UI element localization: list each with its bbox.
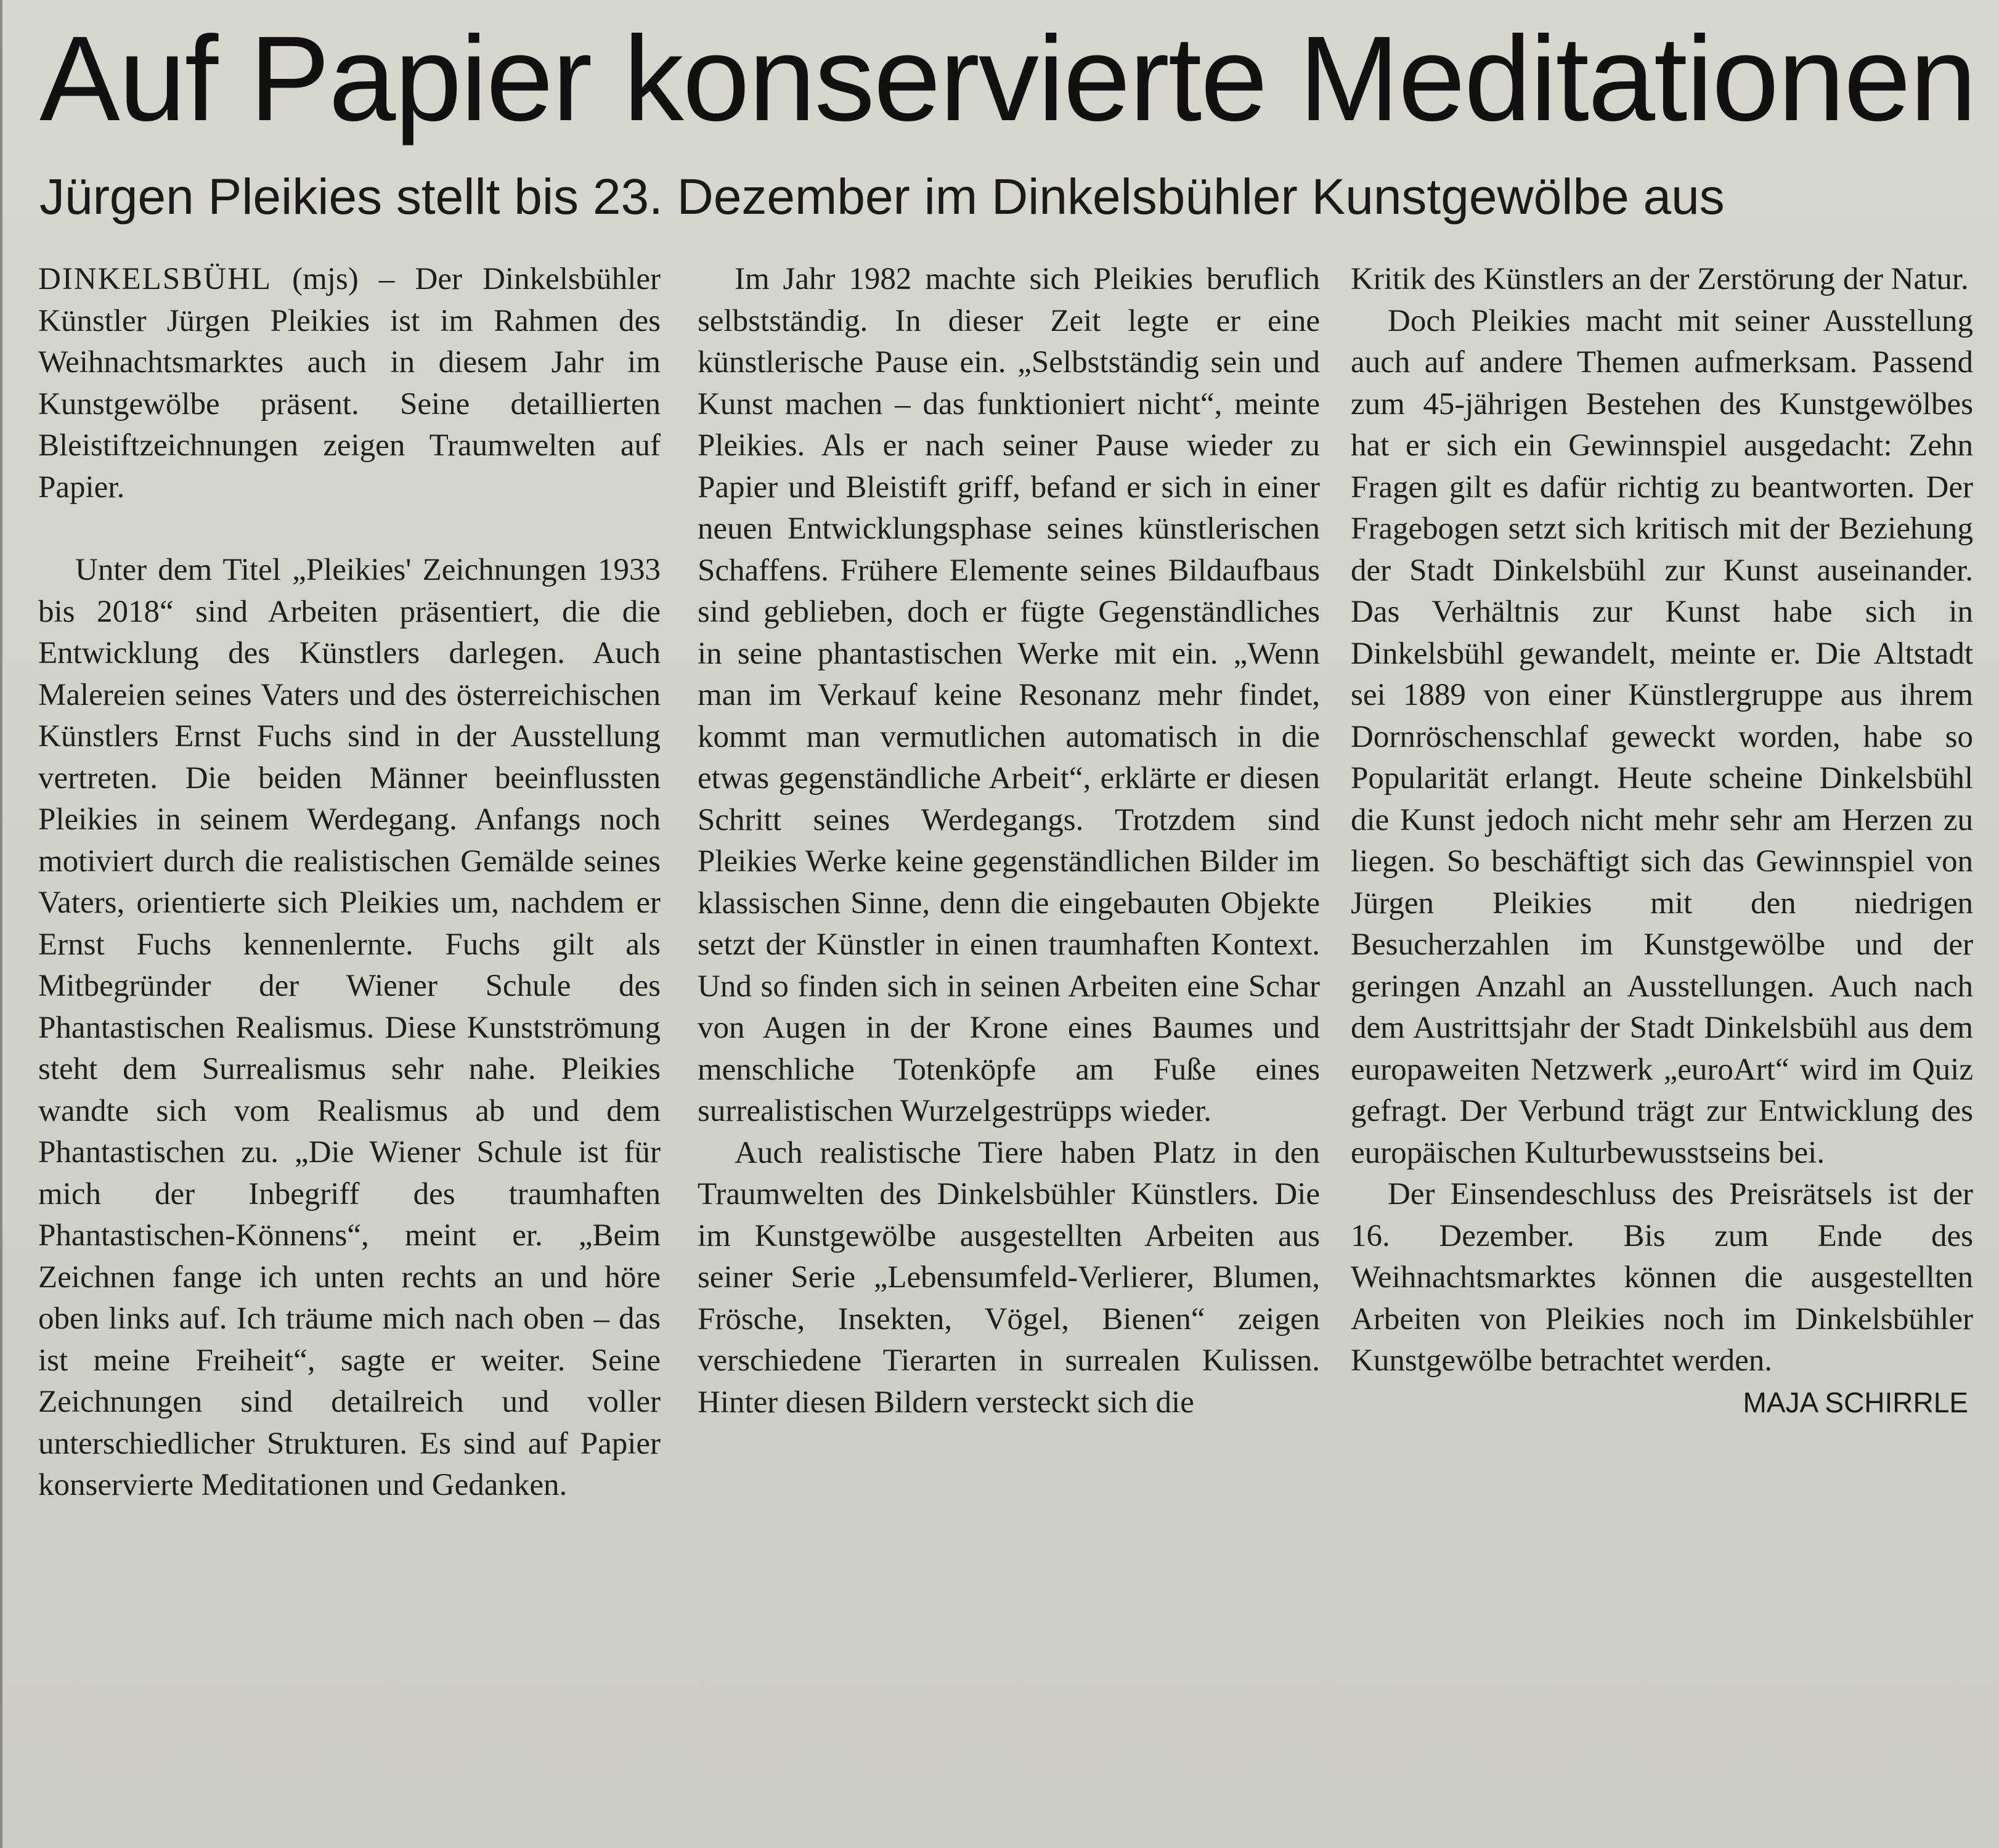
- paragraph-continued: Kritik des Künstlers an der Zerstörung der Natur.: [1351, 262, 1969, 296]
- headline: Auf Papier konservierte Meditationen: [39, 11, 1976, 146]
- lead-paragraph: [38, 259, 661, 508]
- column-1: [38, 259, 661, 1507]
- lead-text: – Der Dinkelsbühler Künstler Jürgen Pleikies ist im Rahmen des Weihnachtsmarktes auch in diesem Jahr im Kunstgewölbe präsent. Seine detaillierten Bleistiftzeichnungen zeigen Traumwelten auf Papier.: [38, 262, 661, 505]
- paragraph: Der Einsendeschluss des Preisrätsels ist der 16. Dezember. Bis zum Ende des Weihnachtsmarktes können die ausgestellten Arbeiten von Pleikies noch im Dinkelsbühler Kunstgewölbe betrachtet werden.: [1351, 1177, 1973, 1378]
- subheadline: Jürgen Pleikies stellt bis 23. Dezember im Dinkelsbühler Kunstgewölbe aus: [39, 169, 1725, 225]
- author-name: MAJA SCHIRRLE: [1743, 1386, 1968, 1419]
- paragraph: Auch realistische Tiere haben Platz in den Traumwelten des Dinkelsbühler Künstlers. Die im Kunstgewölbe ausgestellten Arbeiten aus seiner Serie „Lebensumfeld-Verlierer, Blumen, Frösche, Insekten, Vögel, Bienen“ zeigen verschiedene Tierarten in surrealen Kulissen. Hinter diesen Bildern versteckt sich die: [698, 1135, 1320, 1420]
- dateline: DINKELSBÜHL: [38, 262, 272, 296]
- paragraph: Unter dem Titel „Pleikies' Zeichnungen 1933 bis 2018“ sind Arbeiten präsentiert, die die Entwicklung des Künstlers darlegen. Auch Malereien seines Vaters und des österreichischen Künstlers Ernst Fuchs sind in der Ausstellung vertreten. Die beiden Männer beeinflussten Pleikies in seinem Werdegang. Anfangs noch motiviert durch die realistischen Gemälde seines Vaters, orientierte sich Pleikies um, nachdem er Ernst Fuchs kennenlernte. Fuchs gilt als Mitbegründer der Wiener Schule des Phantastischen Realismus. Diese Kunstströmung steht dem Surrealismus sehr nahe. Pleikies wandte sich vom Realismus ab und dem Phantastischen zu. „Die Wiener Schule ist für mich der Inbegriff des traumhaften Phantastischen-Könnens“, meint er. „Beim Zeichnen fange ich unten rechts an und höre oben links auf. Ich träume mich nach oben – das ist meine Freiheit“, sagte er weiter. Seine Zeichnungen sind detailreich und voller unterschiedlicher Strukturen. Es sind auf Papier konservierte Meditationen und Gedanken.: [38, 553, 661, 1502]
- article-body: [38, 259, 1973, 1818]
- column-3: [1351, 259, 1973, 1423]
- paragraph: Doch Pleikies macht mit seiner Ausstellung auch auf andere Themen aufmerksam. Passend zum 45-jährigen Bestehen des Kunstgewölbes hat er sich ein Gewinnspiel ausgedacht: Zehn Fragen gilt es dafür richtig zu beantworten. Der Fragebogen setzt sich kritisch mit der Beziehung der Stadt Dinkelsbühl zur Kunst auseinander. Das Verhältnis zur Kunst habe sich in Dinkelsbühl gewandelt, meinte er. Die Altstadt sei 1889 von einer Künstlergruppe aus ihrem Dornröschenschlaf geweckt worden, habe so Popularität erlangt. Heute scheine Dinkelsbühl die Kunst jedoch nicht mehr sehr am Herzen zu liegen. So beschäftigt sich das Gewinnspiel von Jürgen Pleikies mit den niedrigen Besucherzahlen im Kunstgewölbe und der geringen Anzahl an Ausstellungen. Auch nach dem Austrittsjahr der Stadt Dinkelsbühl aus dem europaweiten Netzwerk „euroArt“ wird im Quiz gefragt. Der Verbund trägt zur Entwicklung des europäischen Kulturbewusstseins bei.: [1351, 303, 1973, 1170]
- column-2: [698, 259, 1320, 1423]
- paragraph: Im Jahr 1982 machte sich Pleikies beruflich selbstständig. In dieser Zeit legte er eine künstlerische Pause ein. „Selbstständig sein und Kunst machen – das funktioniert nicht“, meinte Pleikies. Als er nach seiner Pause wieder zu Papier und Bleistift griff, befand er sich in einer neuen Entwicklungsphase seines künstlerischen Schaffens. Frühere Elemente seines Bildaufbaus sind geblieben, doch er fügte Gegenständliches in seine phantastischen Werke mit ein. „Wenn man im Verkauf keine Resonanz mehr findet, kommt man vermutlichen automatisch in die etwas gegenständliche Arbeit“, erklärte er diesen Schritt seines Werdegangs. Trotzdem sind Pleikies Werke keine gegenständlichen Bilder im klassischen Sinne, denn die eingebauten Objekte setzt der Künstler in einen traumhaften Kontext. Und so finden sich in seinen Arbeiten eine Schar von Augen in der Krone eines Baumes und menschliche Totenköpfe am Fuße eines surrealistischen Wurzelgestrüpps wieder.: [698, 262, 1320, 1128]
- author-initials: (mjs): [292, 262, 359, 296]
